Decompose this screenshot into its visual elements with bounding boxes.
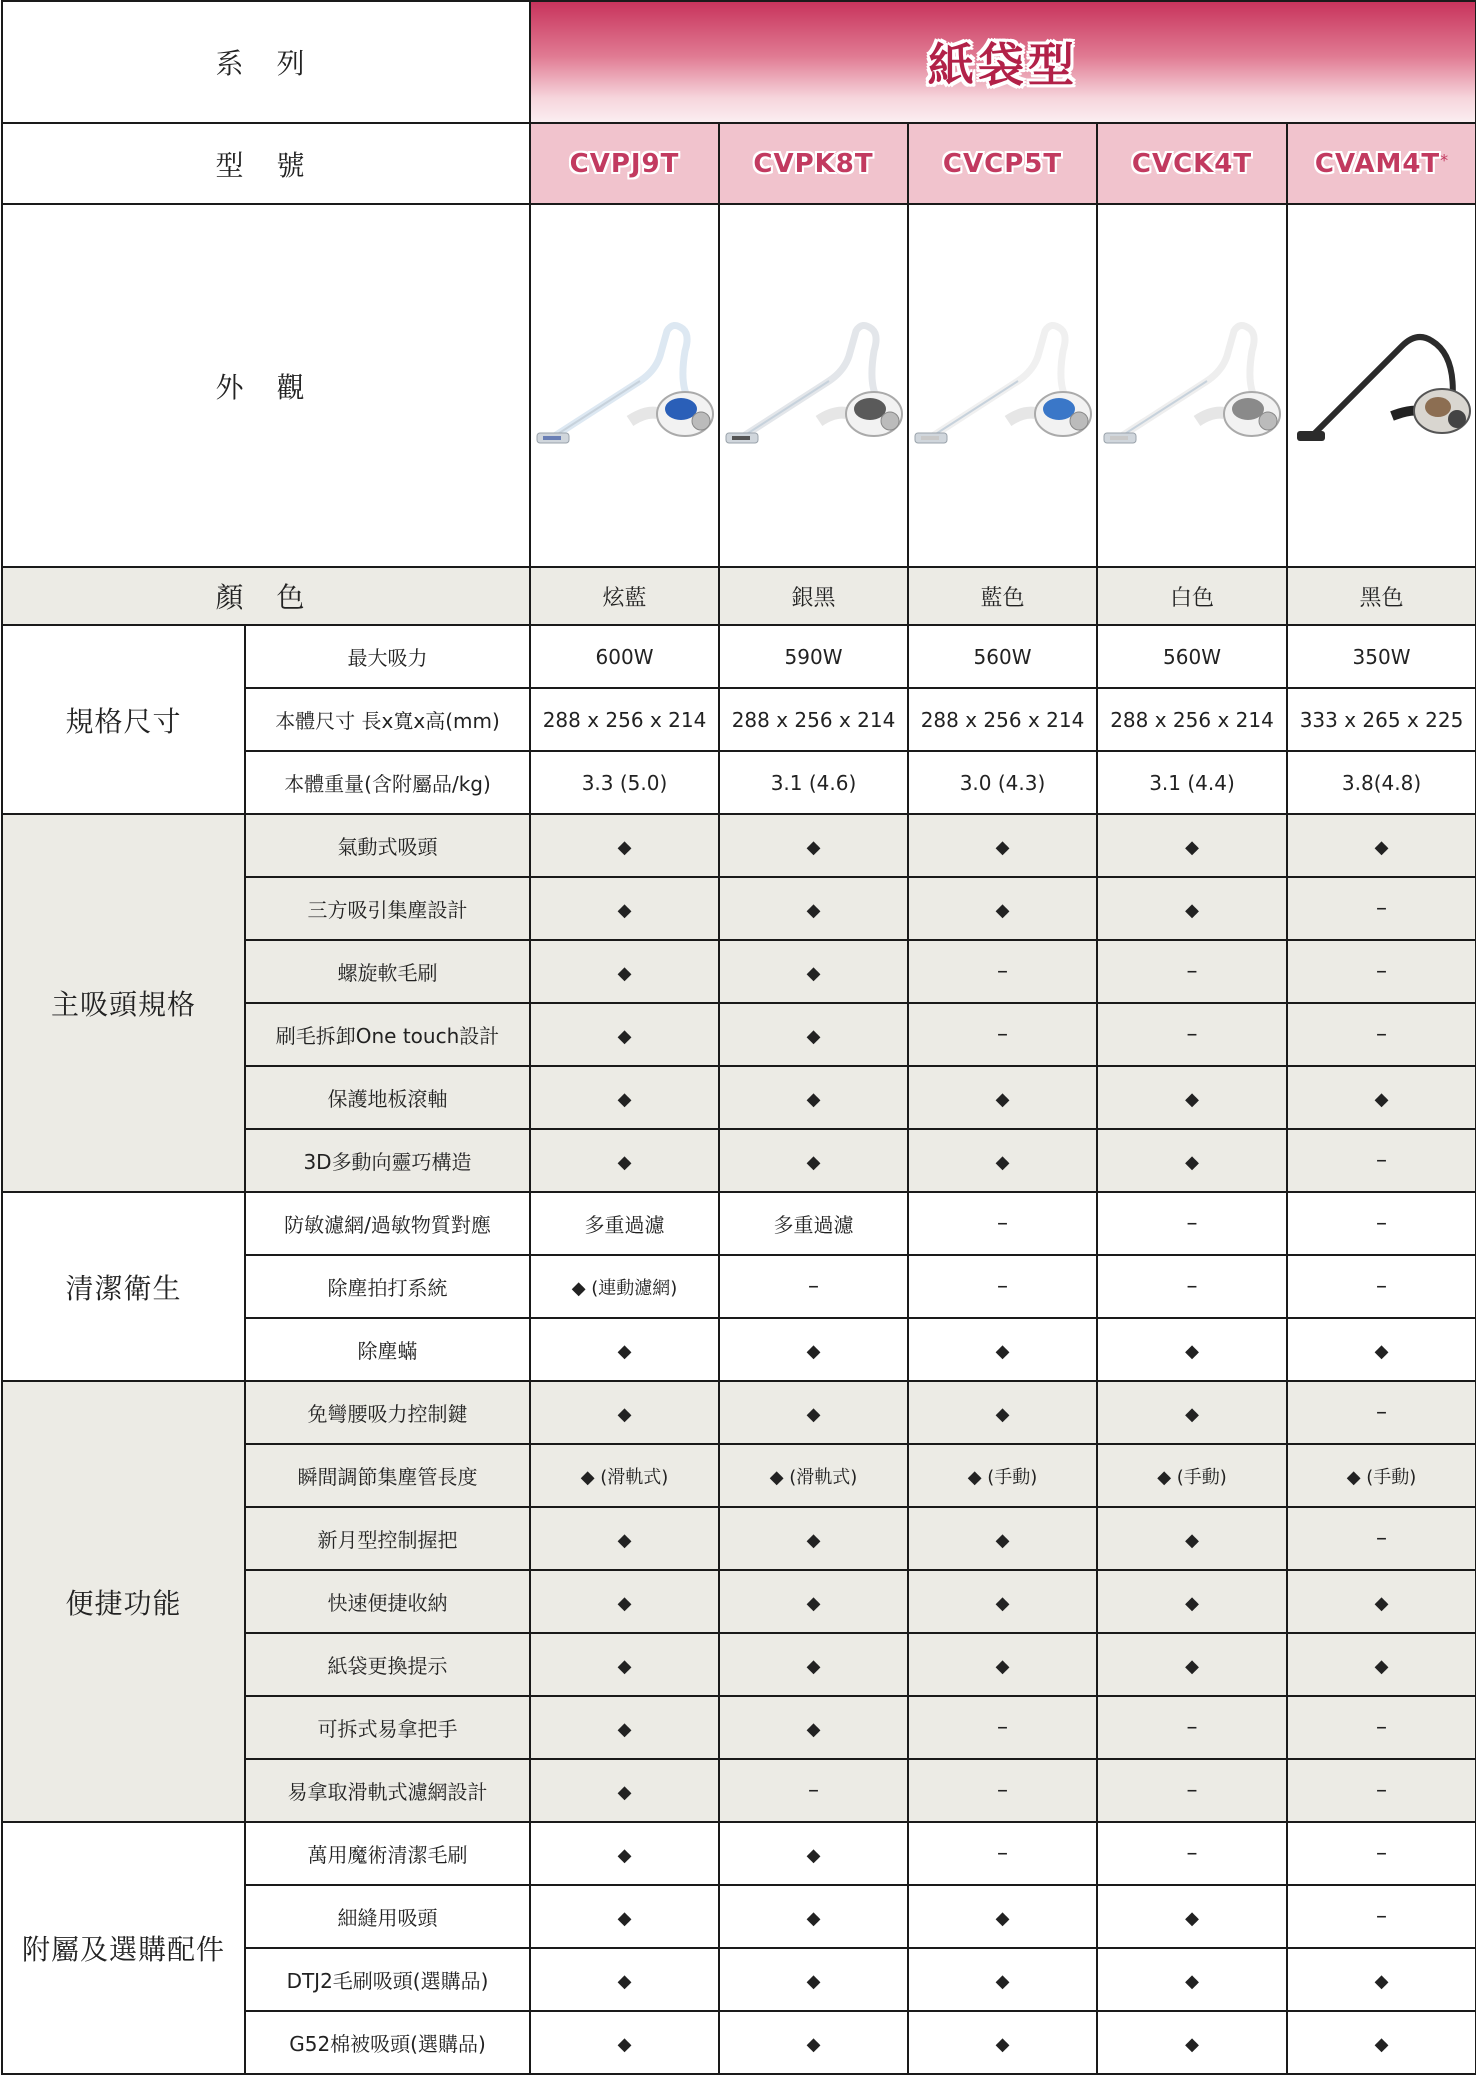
dash-icon: – (1186, 1022, 1198, 1047)
spec-value (1287, 1255, 1476, 1318)
spec-value (1097, 1129, 1287, 1192)
check-diamond-icon: ◆ (1374, 2033, 1389, 2055)
spec-value (1097, 2011, 1287, 2074)
spec-value: ◆ (手動) (1287, 1444, 1476, 1507)
dash-icon: – (1376, 1274, 1388, 1299)
spec-row (2, 814, 1476, 877)
dash-icon: – (1376, 1715, 1388, 1740)
feature-label: 易拿取滑軌式濾網設計 (245, 1759, 530, 1822)
spec-value (1097, 1633, 1287, 1696)
feature-label: 紙袋更換提示 (245, 1633, 530, 1696)
appearance-row (2, 204, 1476, 567)
spec-value: 560W (908, 625, 1097, 688)
feature-label: 3D多動向靈巧構造 (245, 1129, 530, 1192)
feature-label: G52棉被吸頭(選購品) (245, 2011, 530, 2074)
dash-icon: – (997, 1022, 1008, 1047)
spec-value (1287, 1633, 1476, 1696)
spec-value (908, 1192, 1097, 1255)
check-diamond-icon: ◆ (617, 1592, 632, 1614)
spec-value (908, 1570, 1097, 1633)
feature-label: 本體重量(含附屬品/kg) (245, 751, 530, 814)
feature-label: DTJ2毛刷吸頭(選購品) (245, 1948, 530, 2011)
check-diamond-icon: ◆ (806, 1844, 821, 1866)
spec-value (719, 1381, 908, 1444)
model-name: CVPK8T (753, 148, 874, 179)
spec-row (2, 1381, 1476, 1444)
spec-value (908, 1633, 1097, 1696)
check-diamond-icon: ◆ (995, 1403, 1010, 1425)
spec-value (530, 814, 719, 877)
spec-value (1287, 1822, 1476, 1885)
spec-value: 3.1 (4.6) (719, 751, 908, 814)
spec-value: ◆ (手動) (1097, 1444, 1287, 1507)
spec-value (530, 1633, 719, 1696)
check-diamond-icon: ◆ (806, 1529, 821, 1551)
spec-value (719, 1318, 908, 1381)
check-diamond-icon: ◆ (995, 1529, 1010, 1551)
spec-value (719, 1255, 908, 1318)
spec-value (1097, 1696, 1287, 1759)
spec-value (530, 2011, 719, 2074)
check-diamond-icon: ◆ (1185, 1403, 1199, 1425)
spec-value: 333 x 265 x 225 (1287, 688, 1476, 751)
dash-icon: – (997, 1715, 1008, 1740)
check-diamond-icon: ◆ (806, 1970, 821, 1992)
product-image-cell (530, 204, 719, 567)
check-diamond-icon: ◆ (617, 1655, 632, 1677)
check-diamond-icon: ◆ (1374, 1088, 1389, 1110)
dash-icon: – (1186, 959, 1198, 984)
check-diamond-icon: ◆ (617, 1970, 632, 1992)
feature-label: 保護地板滾軸 (245, 1066, 530, 1129)
spec-value (908, 1381, 1097, 1444)
dash-icon: – (1376, 1022, 1388, 1047)
spec-value (719, 877, 908, 940)
model-row (2, 123, 1476, 204)
check-diamond-icon: ◆ (617, 1088, 632, 1110)
product-image-cell (719, 204, 908, 567)
spec-value (908, 1507, 1097, 1570)
dash-icon: – (1376, 1526, 1388, 1551)
spec-value: 288 x 256 x 214 (1097, 688, 1287, 751)
spec-value (908, 1885, 1097, 1948)
spec-value (908, 877, 1097, 940)
spec-value (1097, 1318, 1287, 1381)
check-diamond-icon: ◆ (995, 1340, 1010, 1362)
dash-icon: – (997, 1778, 1008, 1803)
spec-value: 350W (1287, 625, 1476, 688)
spec-value (719, 1066, 908, 1129)
dash-icon: – (1376, 1778, 1388, 1803)
spec-value (1287, 1696, 1476, 1759)
check-diamond-icon: ◆ (617, 2033, 632, 2055)
check-diamond-icon: ◆ (617, 1781, 632, 1803)
dash-icon: – (1186, 1274, 1198, 1299)
spec-value (719, 1822, 908, 1885)
feature-label: 最大吸力 (245, 625, 530, 688)
feature-label: 免彎腰吸力控制鍵 (245, 1381, 530, 1444)
check-diamond-icon: ◆ (617, 1151, 632, 1173)
series-title: 紙袋型 (928, 38, 1079, 92)
model-name: CVPJ9T (569, 148, 680, 179)
spec-row (2, 1192, 1476, 1255)
feature-label: 除塵拍打系統 (245, 1255, 530, 1318)
check-diamond-icon: ◆ (617, 1340, 632, 1362)
check-diamond-icon: ◆ (1185, 1592, 1199, 1614)
check-diamond-icon: ◆ (806, 1088, 821, 1110)
check-diamond-icon: ◆ (995, 2033, 1010, 2055)
dash-icon: – (1376, 959, 1388, 984)
check-diamond-icon: ◆ (806, 2033, 821, 2055)
check-diamond-icon: ◆ (617, 1403, 632, 1425)
dash-icon: – (1186, 1841, 1198, 1866)
spec-value (719, 2011, 908, 2074)
spec-value (908, 1255, 1097, 1318)
color-label: 顏 色 (2, 567, 530, 625)
spec-value (530, 1129, 719, 1192)
spec-value (719, 1129, 908, 1192)
spec-value (1287, 1507, 1476, 1570)
check-diamond-icon: ◆ (617, 1025, 632, 1047)
vacuum-blue-icon (531, 311, 718, 461)
dash-icon: – (1376, 896, 1388, 921)
check-diamond-icon: ◆ (617, 1907, 632, 1929)
spec-value (719, 814, 908, 877)
spec-value: ◆ (滑軌式) (719, 1444, 908, 1507)
check-diamond-icon: ◆ (1185, 1529, 1199, 1551)
vacuum-white-icon (1098, 311, 1286, 461)
spec-value (1287, 814, 1476, 877)
vacuum-silver-icon (720, 311, 907, 461)
check-diamond-icon: ◆ (806, 962, 821, 984)
check-diamond-icon: ◆ (806, 1151, 821, 1173)
spec-value (1287, 1192, 1476, 1255)
spec-value: 600W (530, 625, 719, 688)
check-diamond-icon: ◆ (1374, 1655, 1389, 1677)
spec-value (1287, 1381, 1476, 1444)
spec-value (908, 1948, 1097, 2011)
check-diamond-icon: ◆ (995, 1970, 1010, 1992)
model-cell (719, 123, 908, 204)
feature-label: 刷毛拆卸One touch設計 (245, 1003, 530, 1066)
color-row (2, 567, 1476, 625)
spec-value (530, 877, 719, 940)
check-diamond-icon: ◆ (806, 836, 821, 858)
spec-value: 590W (719, 625, 908, 688)
model-cell (1287, 123, 1476, 204)
spec-value (908, 1318, 1097, 1381)
dash-icon: – (808, 1778, 819, 1803)
check-diamond-icon: ◆ (1185, 1088, 1199, 1110)
spec-value (530, 1696, 719, 1759)
spec-value (1287, 1129, 1476, 1192)
category-label: 附屬及選購配件 (2, 1822, 245, 2074)
spec-row (2, 1822, 1476, 1885)
dash-icon: – (1376, 1400, 1388, 1425)
check-diamond-icon: ◆ (995, 899, 1010, 921)
spec-value (1287, 1570, 1476, 1633)
check-diamond-icon: ◆ (1374, 836, 1389, 858)
category-label: 規格尺寸 (2, 625, 245, 814)
check-diamond-icon: ◆ (617, 1844, 632, 1866)
check-diamond-icon: ◆ (995, 1088, 1010, 1110)
check-diamond-icon: ◆ (1185, 899, 1199, 921)
spec-value (530, 1381, 719, 1444)
spec-value (719, 1570, 908, 1633)
spec-value (1097, 1885, 1287, 1948)
model-cell (1097, 123, 1287, 204)
model-name: CVCK4T (1131, 148, 1253, 179)
category-label: 清潔衛生 (2, 1192, 245, 1381)
check-diamond-icon: ◆ (1374, 1970, 1389, 1992)
product-image-cell (908, 204, 1097, 567)
check-diamond-icon: ◆ (995, 1592, 1010, 1614)
spec-value (1287, 940, 1476, 1003)
spec-value: 288 x 256 x 214 (908, 688, 1097, 751)
feature-label: 除塵蟎 (245, 1318, 530, 1381)
spec-value (1097, 1948, 1287, 2011)
spec-value (719, 940, 908, 1003)
spec-value (1097, 1507, 1287, 1570)
spec-value (719, 1885, 908, 1948)
check-diamond-icon: ◆ (995, 1151, 1010, 1173)
check-diamond-icon: ◆ (1185, 1655, 1199, 1677)
check-diamond-icon: ◆ (806, 1025, 821, 1047)
model-name: CVCP5T (942, 148, 1063, 179)
spec-value (719, 1759, 908, 1822)
dash-icon: – (1376, 1148, 1388, 1173)
spec-value (1287, 1759, 1476, 1822)
color-value: 黑色 (1287, 567, 1476, 625)
check-diamond-icon: ◆ (806, 1718, 821, 1740)
spec-value (719, 1948, 908, 2011)
spec-value: ◆ (連動濾網) (530, 1255, 719, 1318)
spec-value (1287, 2011, 1476, 2074)
vacuum-black-icon (1288, 311, 1475, 461)
spec-value (908, 814, 1097, 877)
spec-value (1287, 1948, 1476, 2011)
check-diamond-icon: ◆ (806, 1655, 821, 1677)
dash-icon: – (1186, 1778, 1198, 1803)
feature-label: 細縫用吸頭 (245, 1885, 530, 1948)
spec-value (1097, 814, 1287, 877)
dash-icon: – (1186, 1211, 1198, 1236)
spec-value (908, 1822, 1097, 1885)
check-diamond-icon: ◆ (995, 836, 1010, 858)
feature-label: 萬用魔術清潔毛刷 (245, 1822, 530, 1885)
spec-value (1097, 1066, 1287, 1129)
spec-value: 3.1 (4.4) (1097, 751, 1287, 814)
spec-value: 3.0 (4.3) (908, 751, 1097, 814)
spec-value (908, 1759, 1097, 1822)
check-diamond-icon: ◆ (1185, 1907, 1199, 1929)
feature-label: 螺旋軟毛刷 (245, 940, 530, 1003)
series-label: 系 列 (2, 1, 530, 123)
check-diamond-icon: ◆ (1185, 1151, 1199, 1173)
spec-value (1097, 1003, 1287, 1066)
feature-label: 本體尺寸 長x寬x高(mm) (245, 688, 530, 751)
feature-label: 三方吸引集塵設計 (245, 877, 530, 940)
check-diamond-icon: ◆ (806, 899, 821, 921)
spec-value: 3.8(4.8) (1287, 751, 1476, 814)
spec-value (1097, 1570, 1287, 1633)
check-diamond-icon: ◆ (1185, 2033, 1199, 2055)
spec-value (719, 1696, 908, 1759)
dash-icon: – (997, 959, 1008, 984)
color-value: 白色 (1097, 567, 1287, 625)
spec-value (908, 940, 1097, 1003)
spec-value: 多重過濾 (530, 1192, 719, 1255)
spec-value (530, 1570, 719, 1633)
check-diamond-icon: ◆ (995, 1907, 1010, 1929)
product-image-cell (1097, 204, 1287, 567)
spec-value (908, 1003, 1097, 1066)
spec-value (1287, 1885, 1476, 1948)
spec-value (1287, 1003, 1476, 1066)
feature-label: 氣動式吸頭 (245, 814, 530, 877)
dash-icon: – (997, 1211, 1008, 1236)
model-note-star: * (1440, 150, 1449, 170)
color-value: 炫藍 (530, 567, 719, 625)
check-diamond-icon: ◆ (1374, 1592, 1389, 1614)
spec-value (1097, 1822, 1287, 1885)
spec-value (1097, 877, 1287, 940)
vacuum-blue-light-icon (909, 311, 1096, 461)
spec-value (530, 940, 719, 1003)
appearance-label: 外 觀 (2, 204, 530, 567)
feature-label: 快速便捷收納 (245, 1570, 530, 1633)
check-diamond-icon: ◆ (806, 1592, 821, 1614)
spec-value (1097, 1255, 1287, 1318)
check-diamond-icon: ◆ (617, 962, 632, 984)
feature-label: 新月型控制握把 (245, 1507, 530, 1570)
model-cell (530, 123, 719, 204)
check-diamond-icon: ◆ (806, 1403, 821, 1425)
spec-table (1, 0, 1476, 2075)
dash-icon: – (808, 1274, 819, 1299)
model-label: 型 號 (2, 123, 530, 204)
spec-value (719, 1633, 908, 1696)
spec-value (908, 2011, 1097, 2074)
dash-icon: – (1376, 1841, 1388, 1866)
check-diamond-icon: ◆ (617, 1718, 632, 1740)
check-diamond-icon: ◆ (1185, 836, 1199, 858)
category-label: 主吸頭規格 (2, 814, 245, 1192)
category-label: 便捷功能 (2, 1381, 245, 1822)
spec-value (1097, 940, 1287, 1003)
spec-value (530, 1318, 719, 1381)
spec-value: 多重過濾 (719, 1192, 908, 1255)
spec-value (719, 1507, 908, 1570)
spec-value (908, 1129, 1097, 1192)
check-diamond-icon: ◆ (617, 899, 632, 921)
dash-icon: – (1376, 1211, 1388, 1236)
spec-value (1097, 1381, 1287, 1444)
spec-value (908, 1696, 1097, 1759)
feature-label: 可拆式易拿把手 (245, 1696, 530, 1759)
dash-icon: – (1186, 1715, 1198, 1740)
feature-label: 防敏濾網/過敏物質對應 (245, 1192, 530, 1255)
check-diamond-icon: ◆ (806, 1907, 821, 1929)
spec-value (1097, 1759, 1287, 1822)
spec-value (1287, 877, 1476, 940)
spec-value: 288 x 256 x 214 (719, 688, 908, 751)
feature-label: 瞬間調節集塵管長度 (245, 1444, 530, 1507)
spec-value: 560W (1097, 625, 1287, 688)
spec-value (530, 1759, 719, 1822)
product-image-cell (1287, 204, 1476, 567)
check-diamond-icon: ◆ (806, 1340, 821, 1362)
spec-value (719, 1003, 908, 1066)
spec-value (530, 1948, 719, 2011)
model-name: CVAM4T (1314, 148, 1441, 179)
spec-value: ◆ (滑軌式) (530, 1444, 719, 1507)
spec-value (530, 1507, 719, 1570)
spec-value: 288 x 256 x 214 (530, 688, 719, 751)
spec-value (530, 1822, 719, 1885)
color-value: 藍色 (908, 567, 1097, 625)
dash-icon: – (997, 1841, 1008, 1866)
series-header (530, 1, 1476, 123)
dash-icon: – (997, 1274, 1008, 1299)
check-diamond-icon: ◆ (617, 1529, 632, 1551)
spec-value: 3.3 (5.0) (530, 751, 719, 814)
spec-value (530, 1003, 719, 1066)
spec-value (1287, 1318, 1476, 1381)
check-diamond-icon: ◆ (617, 836, 632, 858)
check-diamond-icon: ◆ (1374, 1340, 1389, 1362)
spec-value (1097, 1192, 1287, 1255)
model-cell (908, 123, 1097, 204)
spec-value (908, 1066, 1097, 1129)
spec-value (530, 1885, 719, 1948)
check-diamond-icon: ◆ (1185, 1970, 1199, 1992)
color-value: 銀黑 (719, 567, 908, 625)
spec-value (530, 1066, 719, 1129)
spec-value: ◆ (手動) (908, 1444, 1097, 1507)
spec-value (1287, 1066, 1476, 1129)
check-diamond-icon: ◆ (995, 1655, 1010, 1677)
dash-icon: – (1376, 1904, 1388, 1929)
check-diamond-icon: ◆ (1185, 1340, 1199, 1362)
spec-row (2, 625, 1476, 688)
